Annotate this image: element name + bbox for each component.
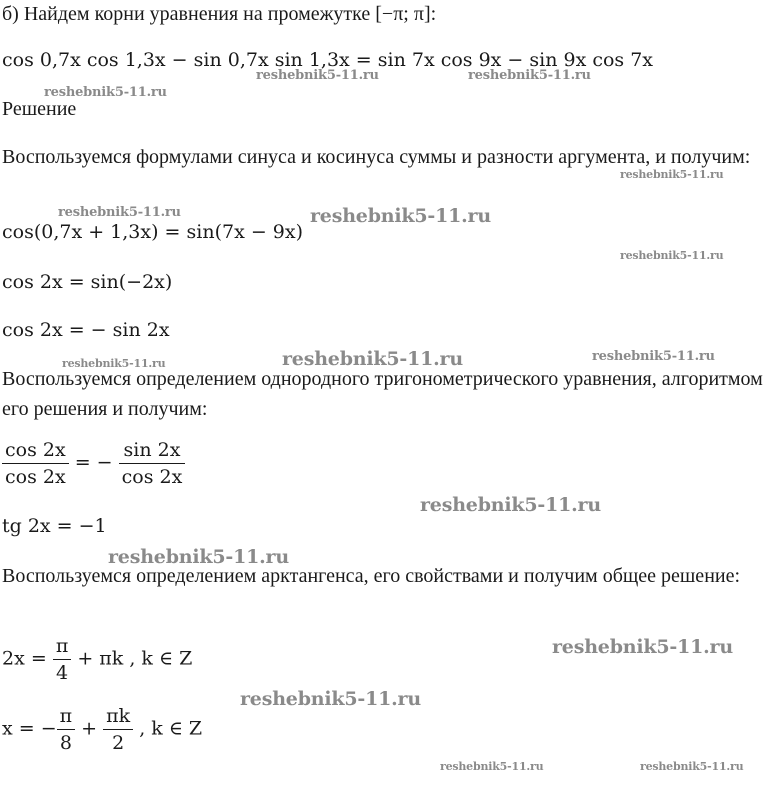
fraction-left [2,438,69,489]
step2-text: Воспользуемся определением однородного тригонометрического уравнения, алгоритмом его решения и получим: [2,368,763,420]
equation-2: cos 2x = sin(−2x) [2,271,173,293]
denominator: cos 2x [5,466,66,488]
fraction-bar [53,659,72,660]
lhs: 2x = [2,647,53,670]
fraction-bar [103,729,133,730]
equation-7 [2,704,202,755]
numerator: cos 2x [5,439,66,461]
equation-6 [2,634,192,685]
numerator: sin 2x [123,439,181,461]
equals-minus: = − [68,451,119,474]
numerator: πk [106,705,131,727]
rest: , k ∈ Z [133,717,203,740]
denominator: cos 2x [121,466,183,488]
numerator: π [55,635,69,657]
watermark: reshebnik5-11.ru [44,85,167,100]
equation-5: tg 2x = −1 [2,515,107,537]
fraction-bar [2,463,69,464]
watermark: reshebnik5-11.ru [420,494,601,516]
equation-4 [2,438,185,489]
denominator: 8 [59,732,72,754]
watermark: reshebnik5-11.ru [310,205,491,227]
watermark: reshebnik5-11.ru [62,357,166,370]
fraction-right [119,438,186,489]
watermark: reshebnik5-11.ru [58,205,181,220]
fraction-pik-2 [103,704,133,755]
equation-1: cos(0,7x + 1,3x) = sin(7x − 9x) [2,221,304,243]
numerator: π [59,705,73,727]
fraction-pi-4 [53,634,72,685]
watermark: reshebnik5-11.ru [240,688,421,710]
watermark: reshebnik5-11.ru [108,546,289,568]
watermark: reshebnik5-11.ru [440,760,544,773]
watermark: reshebnik5-11.ru [620,168,724,181]
task-heading: б) Найдем корни уравнения на промежутке [−π; π]: [2,3,437,25]
watermark: reshebnik5-11.ru [552,636,733,658]
watermark: reshebnik5-11.ru [256,68,379,83]
rest: + πk , k ∈ Z [71,647,193,670]
equation-3: cos 2x = − sin 2x [2,319,170,341]
fraction-pi-8 [57,704,76,755]
fraction-bar [119,463,186,464]
main-equation: cos 0,7x cos 1,3x − sin 0,7x sin 1,3x = sin 7x cos 9x − sin 9x cos 7x [2,49,653,71]
step1-text: Воспользуемся формулами синуса и косинуса суммы и разности аргумента, и получим: [2,146,751,168]
fraction-bar [57,729,76,730]
watermark: reshebnik5-11.ru [592,349,715,364]
step3-text: Воспользуемся определением арктангенса, его свойствами и получим общее решение: [2,565,741,587]
watermark: reshebnik5-11.ru [468,68,591,83]
denominator: 2 [112,732,125,754]
plus: + [75,717,104,740]
lhs: x = − [2,717,57,740]
watermark: reshebnik5-11.ru [282,348,463,370]
watermark: reshebnik5-11.ru [620,249,724,262]
solution-label: Решение [2,98,77,120]
watermark: reshebnik5-11.ru [640,760,744,773]
denominator: 4 [56,662,69,684]
